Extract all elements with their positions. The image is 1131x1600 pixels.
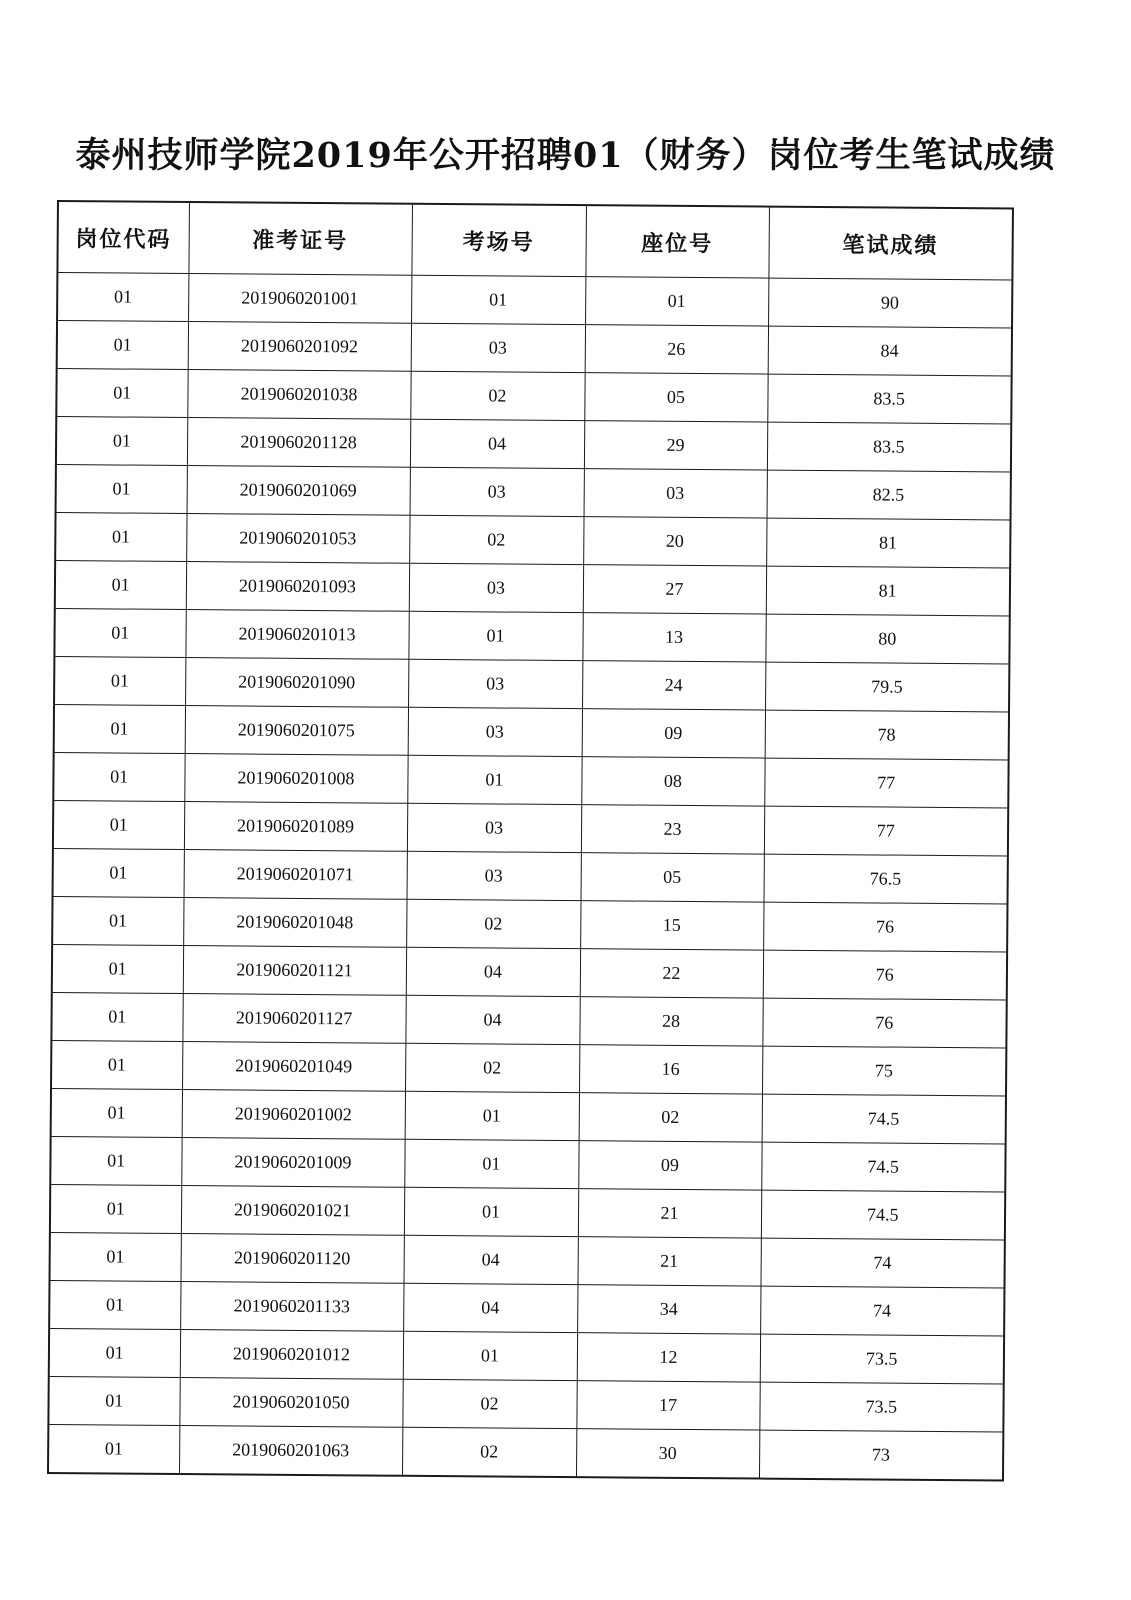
- cell-exam-room: 04: [405, 995, 579, 1044]
- cell-position-code: 01: [52, 896, 183, 945]
- cell-exam-room: 04: [403, 1283, 577, 1332]
- cell-written-score: 76: [763, 950, 1007, 1000]
- cell-written-score: 79.5: [765, 662, 1009, 712]
- cell-exam-room: 04: [404, 1235, 578, 1284]
- table-row: [51, 992, 1006, 1047]
- cell-exam-room: 02: [402, 1427, 576, 1477]
- table-row: [53, 752, 1008, 807]
- cell-written-score: 82.5: [767, 470, 1011, 520]
- table-row: [56, 369, 1011, 424]
- table-row: [52, 944, 1007, 999]
- table-row: [51, 1088, 1006, 1143]
- cell-ticket-number: 2019060201038: [187, 370, 410, 420]
- cell-ticket-number: 2019060201092: [188, 322, 411, 372]
- cell-seat-number: 23: [581, 805, 764, 854]
- cell-position-code: 01: [57, 273, 188, 322]
- cell-ticket-number: 2019060201021: [181, 1186, 404, 1236]
- cell-position-code: 01: [55, 512, 186, 561]
- table-row: [53, 800, 1008, 855]
- table-row: [55, 560, 1010, 615]
- cell-position-code: 01: [54, 656, 185, 705]
- cell-position-code: 01: [51, 992, 182, 1041]
- cell-ticket-number: 2019060201133: [180, 1282, 403, 1332]
- table-row: [50, 1232, 1005, 1287]
- table-row: [50, 1184, 1005, 1239]
- cell-position-code: 01: [54, 608, 185, 657]
- cell-written-score: 83.5: [767, 422, 1011, 472]
- table-body: [48, 273, 1012, 1481]
- cell-position-code: 01: [54, 704, 185, 753]
- table-row: [54, 704, 1009, 759]
- cell-position-code: 01: [50, 1136, 181, 1185]
- page-title: 泰州技师学院2019年公开招聘01（财务）岗位考生笔试成绩: [75, 135, 1056, 176]
- table-row: [54, 656, 1009, 711]
- cell-ticket-number: 2019060201048: [183, 898, 406, 948]
- cell-ticket-number: 2019060201128: [187, 418, 410, 468]
- cell-ticket-number: 2019060201049: [182, 1042, 405, 1092]
- header-ticket-number: 准考证号: [188, 202, 412, 275]
- table-row: [50, 1136, 1005, 1191]
- cell-seat-number: 21: [578, 1189, 761, 1238]
- cell-written-score: 77: [764, 806, 1008, 856]
- table-row: [54, 608, 1009, 663]
- cell-exam-room: 02: [410, 371, 584, 420]
- cell-written-score: 74: [760, 1286, 1004, 1336]
- cell-ticket-number: 2019060201093: [186, 562, 409, 612]
- cell-written-score: 81: [766, 518, 1010, 568]
- cell-exam-room: 01: [404, 1139, 578, 1188]
- cell-written-score: 74.5: [761, 1190, 1005, 1240]
- cell-written-score: 75: [762, 1046, 1006, 1096]
- score-table: [47, 200, 1014, 1481]
- cell-seat-number: 22: [580, 949, 763, 998]
- cell-ticket-number: 2019060201009: [181, 1138, 404, 1188]
- cell-position-code: 01: [57, 321, 188, 370]
- cell-written-score: 74: [760, 1238, 1004, 1288]
- cell-written-score: 77: [764, 758, 1008, 808]
- cell-position-code: 01: [53, 800, 184, 849]
- cell-exam-room: 01: [403, 1331, 577, 1380]
- header-written-score: 笔试成绩: [768, 207, 1013, 280]
- cell-position-code: 01: [49, 1280, 180, 1329]
- cell-seat-number: 12: [577, 1333, 760, 1382]
- cell-seat-number: 05: [581, 853, 764, 902]
- cell-exam-room: 02: [402, 1379, 576, 1428]
- cell-exam-room: 02: [409, 515, 583, 564]
- cell-written-score: 83.5: [767, 374, 1011, 424]
- cell-ticket-number: 2019060201012: [180, 1330, 403, 1380]
- table-row: [56, 464, 1011, 519]
- cell-seat-number: 09: [582, 709, 765, 758]
- cell-seat-number: 17: [576, 1381, 759, 1430]
- cell-exam-room: 03: [408, 707, 582, 756]
- cell-written-score: 73.5: [760, 1334, 1004, 1384]
- cell-position-code: 01: [50, 1184, 181, 1233]
- cell-written-score: 76: [762, 998, 1006, 1048]
- cell-ticket-number: 2019060201121: [183, 946, 406, 996]
- table-row: [52, 896, 1007, 951]
- table-row: [48, 1376, 1003, 1431]
- cell-exam-room: 03: [407, 851, 581, 900]
- cell-seat-number: 26: [585, 325, 768, 374]
- cell-ticket-number: 2019060201002: [182, 1090, 405, 1140]
- cell-exam-room: 03: [409, 563, 583, 612]
- cell-ticket-number: 2019060201127: [182, 994, 405, 1044]
- cell-position-code: 01: [56, 417, 187, 466]
- cell-position-code: 01: [52, 944, 183, 993]
- header-exam-room: 考场号: [411, 204, 586, 277]
- cell-written-score: 84: [768, 326, 1012, 376]
- cell-seat-number: 03: [584, 469, 767, 518]
- cell-seat-number: 16: [579, 1045, 762, 1094]
- cell-position-code: 01: [53, 752, 184, 801]
- cell-exam-room: 02: [405, 1043, 579, 1092]
- cell-seat-number: 15: [580, 901, 763, 950]
- cell-written-score: 81: [766, 566, 1010, 616]
- cell-seat-number: 01: [585, 277, 768, 326]
- table-header-row: [57, 201, 1013, 280]
- table-row: [49, 1328, 1004, 1383]
- cell-exam-room: 04: [406, 947, 580, 996]
- cell-position-code: 01: [50, 1232, 181, 1281]
- table-row: [56, 417, 1011, 472]
- cell-exam-room: 01: [405, 1091, 579, 1140]
- cell-seat-number: 30: [576, 1429, 759, 1479]
- cell-seat-number: 13: [582, 613, 765, 662]
- table-row: [51, 1040, 1006, 1095]
- cell-position-code: 01: [56, 369, 187, 418]
- table-row: [53, 848, 1008, 903]
- header-seat-number: 座位号: [585, 205, 769, 278]
- cell-written-score: 76: [763, 902, 1007, 952]
- cell-written-score: 76.5: [764, 854, 1008, 904]
- cell-ticket-number: 2019060201013: [185, 610, 408, 660]
- cell-position-code: 01: [51, 1088, 182, 1137]
- cell-seat-number: 09: [578, 1141, 761, 1190]
- cell-exam-room: 03: [411, 323, 585, 372]
- cell-seat-number: 27: [583, 565, 766, 614]
- cell-position-code: 01: [48, 1376, 179, 1425]
- cell-exam-room: 03: [408, 659, 582, 708]
- cell-ticket-number: 2019060201053: [186, 514, 409, 564]
- cell-ticket-number: 2019060201090: [185, 658, 408, 708]
- cell-ticket-number: 2019060201071: [184, 850, 407, 900]
- table-row: [49, 1280, 1004, 1335]
- cell-exam-room: 02: [406, 899, 580, 948]
- cell-exam-room: 03: [407, 803, 581, 852]
- cell-position-code: 01: [55, 560, 186, 609]
- cell-seat-number: 08: [581, 757, 764, 806]
- cell-seat-number: 29: [584, 421, 767, 470]
- cell-written-score: 90: [768, 278, 1012, 328]
- table-row: [55, 512, 1010, 567]
- cell-seat-number: 28: [579, 997, 762, 1046]
- table-row: [57, 321, 1012, 376]
- cell-written-score: 74.5: [761, 1142, 1005, 1192]
- table-row: [57, 273, 1012, 328]
- cell-exam-room: 01: [407, 755, 581, 804]
- cell-ticket-number: 2019060201120: [181, 1234, 404, 1284]
- table-row: [48, 1424, 1003, 1480]
- cell-written-score: 78: [765, 710, 1009, 760]
- cell-position-code: 01: [51, 1040, 182, 1089]
- cell-exam-room: 03: [410, 467, 584, 516]
- cell-exam-room: 01: [404, 1187, 578, 1236]
- cell-position-code: 01: [53, 848, 184, 897]
- cell-seat-number: 21: [577, 1237, 760, 1286]
- cell-exam-room: 01: [408, 611, 582, 660]
- cell-ticket-number: 2019060201075: [185, 706, 408, 756]
- cell-written-score: 74.5: [762, 1094, 1006, 1144]
- cell-written-score: 73: [759, 1430, 1003, 1480]
- cell-seat-number: 02: [579, 1093, 762, 1142]
- cell-position-code: 01: [48, 1424, 179, 1474]
- cell-position-code: 01: [49, 1328, 180, 1377]
- cell-ticket-number: 2019060201008: [184, 754, 407, 804]
- cell-written-score: 80: [765, 614, 1009, 664]
- cell-ticket-number: 2019060201069: [187, 466, 410, 516]
- cell-ticket-number: 2019060201001: [188, 274, 411, 324]
- cell-seat-number: 34: [577, 1285, 760, 1334]
- cell-exam-room: 01: [411, 275, 585, 324]
- cell-ticket-number: 2019060201063: [179, 1425, 402, 1475]
- cell-exam-room: 04: [410, 419, 584, 468]
- cell-seat-number: 05: [584, 373, 767, 422]
- cell-ticket-number: 2019060201050: [179, 1378, 402, 1428]
- cell-position-code: 01: [56, 464, 187, 513]
- cell-ticket-number: 2019060201089: [184, 802, 407, 852]
- cell-seat-number: 20: [583, 517, 766, 566]
- header-position-code: 岗位代码: [57, 201, 189, 274]
- cell-seat-number: 24: [582, 661, 765, 710]
- cell-written-score: 73.5: [759, 1382, 1003, 1432]
